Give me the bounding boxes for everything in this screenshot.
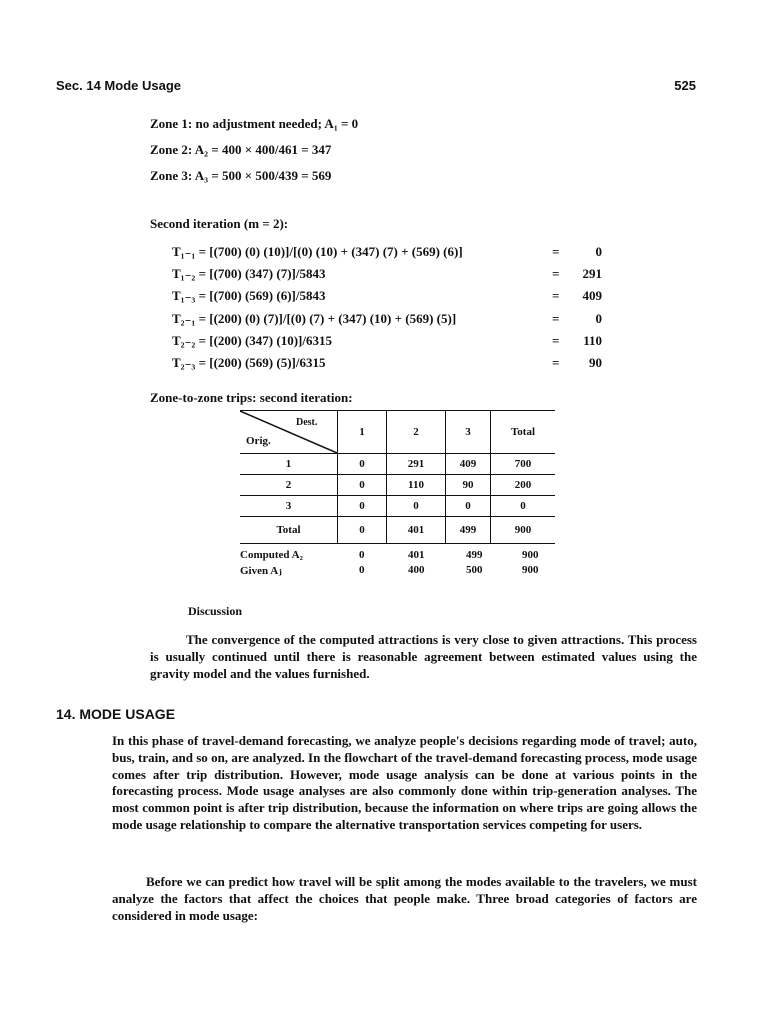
zone-1-line: Zone 1: no adjustment needed; A₁ = 0 bbox=[150, 116, 359, 131]
table-row bbox=[240, 496, 555, 517]
equation-expression: T₁₋₁ = [(700) (0) (10)]/[(0) (10) + (347) (7) + (569) (6)] bbox=[172, 244, 463, 259]
table-cell: 0 bbox=[446, 496, 491, 517]
table-cell: 900 bbox=[491, 517, 556, 544]
table-row bbox=[240, 454, 555, 475]
comparison-label: Given Aⱼ bbox=[240, 565, 282, 577]
equation-expression: T₂₋₂ = [(200) (347) (10)]/6315 bbox=[172, 333, 332, 348]
table-cell: 0 bbox=[338, 496, 387, 517]
comparison-cell: 900 bbox=[522, 549, 539, 561]
table-header-row bbox=[240, 411, 555, 454]
zone-3-line: Zone 3: A₃ = 500 × 500/439 = 569 bbox=[150, 168, 332, 183]
row-label: 3 bbox=[240, 496, 338, 517]
equation-result: 110 bbox=[583, 333, 602, 348]
table-cell: 90 bbox=[446, 475, 491, 496]
page-number: 525 bbox=[674, 78, 696, 93]
comparison-cell: 500 bbox=[466, 564, 483, 576]
column-header: 1 bbox=[338, 411, 387, 454]
table-cell: 0 bbox=[338, 454, 387, 475]
corner-dest-label: Dest. bbox=[296, 417, 318, 428]
equation-equals: = bbox=[552, 311, 560, 326]
mode-usage-paragraph-2: Before we can predict how travel will be split among the modes available to the travelers, we must analyze the factors that affect the choices that people make. Three broad categories of factors are considered in mode usage: bbox=[112, 874, 697, 923]
equation-t2-2 bbox=[172, 333, 602, 355]
equation-t2-1 bbox=[172, 311, 602, 333]
running-header-section: Sec. 14 Mode Usage bbox=[56, 78, 181, 93]
table-corner-cell bbox=[240, 411, 338, 454]
section-heading: 14. MODE USAGE bbox=[56, 706, 176, 722]
comparison-cell: 401 bbox=[408, 549, 425, 561]
equation-result: 0 bbox=[595, 244, 602, 259]
equation-equals: = bbox=[552, 266, 560, 281]
table-cell: 0 bbox=[491, 496, 556, 517]
column-header: Total bbox=[491, 411, 556, 454]
equation-t1-1 bbox=[172, 244, 602, 266]
equation-equals: = bbox=[552, 333, 560, 348]
column-header: 3 bbox=[446, 411, 491, 454]
equation-equals: = bbox=[552, 288, 560, 303]
comparison-cell: 900 bbox=[522, 564, 539, 576]
equation-equals: = bbox=[552, 355, 560, 370]
table-cell: 499 bbox=[446, 517, 491, 544]
table-cell: 401 bbox=[387, 517, 446, 544]
equation-equals: = bbox=[552, 244, 560, 259]
table-cell: 0 bbox=[338, 517, 387, 544]
equation-result: 409 bbox=[582, 288, 602, 303]
column-header: 2 bbox=[387, 411, 446, 454]
table-cell: 200 bbox=[491, 475, 556, 496]
row-label: 1 bbox=[240, 454, 338, 475]
table-cell: 0 bbox=[338, 475, 387, 496]
zone-2-line: Zone 2: A₂ = 400 × 400/461 = 347 bbox=[150, 142, 332, 157]
comparison-cell: 0 bbox=[359, 564, 365, 576]
table-caption: Zone-to-zone trips: second iteration: bbox=[150, 390, 353, 405]
comparison-cell: 499 bbox=[466, 549, 483, 561]
equation-result: 0 bbox=[595, 311, 602, 326]
corner-orig-label: Orig. bbox=[246, 435, 271, 447]
comparison-label: Computed A₂ bbox=[240, 549, 303, 561]
equation-expression: T₁₋₂ = [(700) (347) (7)]/5843 bbox=[172, 266, 326, 281]
equation-expression: T₁₋₃ = [(700) (569) (6)]/5843 bbox=[172, 288, 326, 303]
table-row bbox=[240, 475, 555, 496]
equation-expression: T₂₋₃ = [(200) (569) (5)]/6315 bbox=[172, 355, 326, 370]
row-label: Total bbox=[240, 517, 338, 544]
table-cell: 409 bbox=[446, 454, 491, 475]
trip-table bbox=[240, 410, 555, 544]
comparison-cell: 400 bbox=[408, 564, 425, 576]
equation-t1-2 bbox=[172, 266, 602, 288]
equation-t1-3 bbox=[172, 288, 602, 310]
mode-usage-paragraph-1: In this phase of travel-demand forecasting, we analyze people's decisions regarding mode of travel; auto, bus, train, and so on, are analyzed. In the flowchart of the travel-demand forecasting process, mode usage comes after trip distribution. However, mode usage analysis can be done at various points in the forecasting process. Mode usage analyses are also commonly done within trip-generation analyses. The most common point is after trip distribution, because the information on where trips are going allows the mode usage relationship to compare the alternative transportation services competing for users. bbox=[112, 733, 697, 832]
equation-result: 90 bbox=[589, 355, 602, 370]
table-cell: 700 bbox=[491, 454, 556, 475]
table-cell: 0 bbox=[387, 496, 446, 517]
table-cell: 110 bbox=[387, 475, 446, 496]
discussion-heading: Discussion bbox=[188, 604, 243, 618]
equation-expression: T₂₋₁ = [(200) (0) (7)]/[(0) (7) + (347) (10) + (569) (5)] bbox=[172, 311, 457, 326]
equation-t2-3 bbox=[172, 355, 602, 377]
table-total-row bbox=[240, 517, 555, 544]
row-label: 2 bbox=[240, 475, 338, 496]
discussion-paragraph: The convergence of the computed attractions is very close to given attractions. This process is usually continued until there is reasonable agreement between estimated values using the gravity model and the values furnished. bbox=[150, 632, 697, 681]
equation-result: 291 bbox=[582, 266, 602, 281]
comparison-cell: 0 bbox=[359, 549, 365, 561]
second-iteration-heading: Second iteration (m = 2): bbox=[150, 216, 289, 231]
table-cell: 291 bbox=[387, 454, 446, 475]
